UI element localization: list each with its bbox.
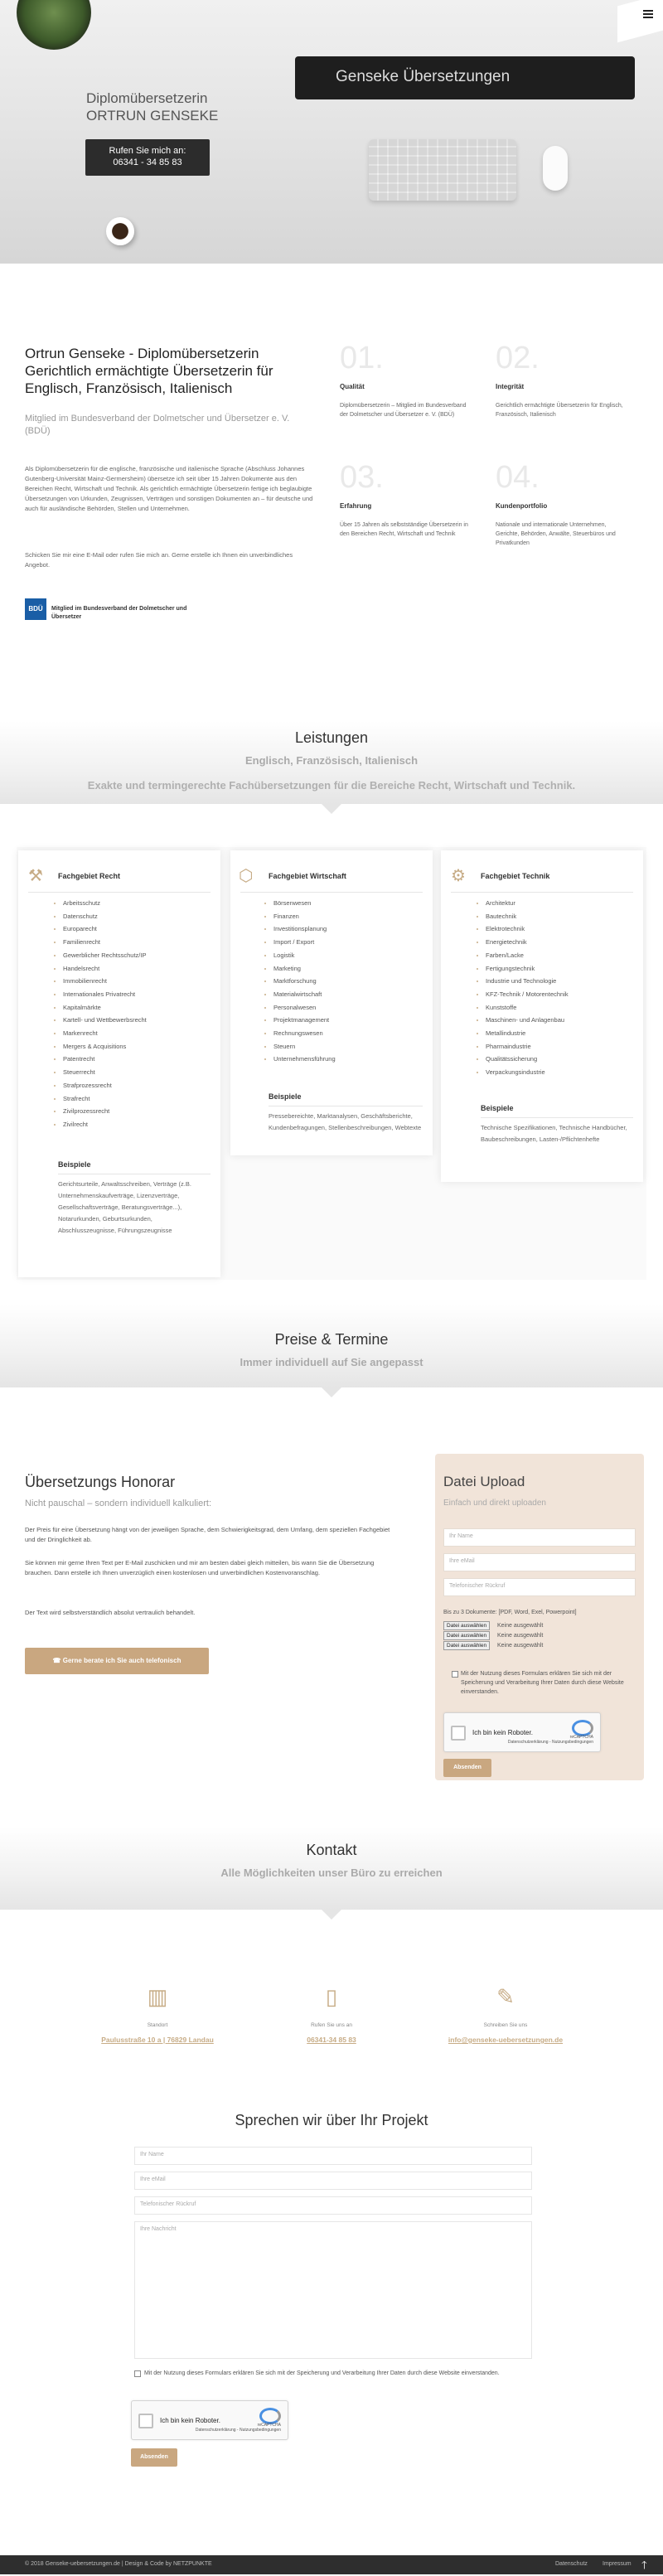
examples-text: Technische Spezifikationen, Technische Handbücher, Baubeschreibungen, Lasten-/Pflichtenhefte <box>481 1124 627 1143</box>
list-item: • Maschinen- und Anlagenbau <box>486 1014 569 1027</box>
honorar-subtitle: Nicht pauschal – sondern individuell kalkuliert: <box>25 1499 212 1508</box>
contact-label: Schreiben Sie uns <box>483 2022 528 2028</box>
intro-title: Ortrun Genseke - Diplomübersetzerin Gerichtlich ermächtigte Übersetzerin für Englisch, Französisch, Italienisch <box>25 346 273 396</box>
feature-number: 04. <box>496 460 540 495</box>
bdu-logo: BDÜ <box>25 598 46 620</box>
card-technik <box>441 850 643 1182</box>
list-item: • KFZ-Technik / Motorentechnik <box>486 988 569 1001</box>
preise-title: Preise & Termine <box>274 1331 389 1348</box>
list-item: • Börsenwesen <box>273 897 336 910</box>
projekt-email-input[interactable]: Ihre eMail <box>134 2172 532 2190</box>
section-arrow <box>322 1910 341 1920</box>
bdu-text: Mitglied im Bundesverband der Dolmetscher und Übersetzer <box>51 606 187 620</box>
list-item: • Handelsrecht <box>63 962 147 976</box>
list-item: • Projektmanagement <box>273 1014 336 1027</box>
feature-number: 03. <box>340 460 384 495</box>
contact-label: Rufen Sie uns an <box>311 2022 352 2028</box>
hero-name <box>86 90 218 124</box>
feature-text: Diplomübersetzerin – Mitglied im Bundesverband der Dolmetscher und Übersetzer e. V. (BDÜ) <box>340 403 467 418</box>
cube-icon: ⬡ <box>239 867 254 885</box>
upload-submit-button[interactable]: Absenden <box>443 1759 491 1777</box>
list-item: • Marketing <box>273 962 336 976</box>
contact-email-link[interactable]: info@genseke-uebersetzungen.de <box>448 2036 564 2044</box>
list-item: • Rechnungswesen <box>273 1027 336 1040</box>
hero-name-line1: Diplomübersetzerin <box>86 90 208 106</box>
projekt-consent-checkbox[interactable] <box>134 2370 141 2377</box>
list-item: • Familienrecht <box>63 936 147 949</box>
list-item: • Unternehmensführung <box>273 1053 336 1066</box>
list-item: • Energietechnik <box>486 936 569 949</box>
recaptcha-icon <box>259 2408 281 2424</box>
file-status: Keine ausgewählt <box>497 1623 544 1629</box>
card-wirtschaft <box>230 850 433 1155</box>
card-recht <box>18 850 220 1277</box>
call-button-label: Rufen Sie mich an: <box>109 146 186 156</box>
examples-title: Beispiele <box>58 1160 91 1169</box>
card-title: Fachgebiet Recht <box>58 872 121 880</box>
intro-subtitle: Mitglied im Bundesverband der Dolmetscher und Übersetzer e. V. (BDÜ) <box>25 414 290 436</box>
list-item: • Fertigungstechnik <box>486 962 569 976</box>
feature-number: 01. <box>340 341 384 375</box>
list-item: • Logistik <box>273 949 336 962</box>
feature-title: Integrität <box>496 383 525 390</box>
file-status: Keine ausgewählt <box>497 1643 544 1649</box>
recaptcha-checkbox[interactable] <box>138 2414 153 2428</box>
hero-name-line2: ORTRUN GENSEKE <box>86 108 219 123</box>
list-item: • Zivilprozessrecht <box>63 1105 147 1118</box>
upload-consent-checkbox[interactable] <box>452 1671 458 1678</box>
upload-phone-input[interactable]: Telefonischer Rückruf <box>443 1578 636 1596</box>
phone-consult-label: Gerne berate ich Sie auch telefonisch <box>62 1657 181 1664</box>
file-select-button[interactable]: Datei auswählen <box>443 1631 490 1640</box>
list-item: • Qualitätssicherung <box>486 1053 569 1066</box>
intro-paragraph-2: Schicken Sie mir eine E-Mail oder rufen Sie mich an. Gerne erstelle ich Ihnen ein unverbindliches Angebot. <box>25 551 293 569</box>
feature-title: Erfahrung <box>340 502 372 510</box>
card-list <box>474 897 569 1079</box>
footer-impressum-link[interactable]: Impressum <box>603 2561 632 2567</box>
monitor-logo-text: Genseke Übersetzungen <box>336 68 511 85</box>
recaptcha-icon <box>572 1720 593 1736</box>
honorar-paragraph-2: Sie können mir gerne Ihren Text per E-Mail zuschicken und mir am besten dabei gleich mitteilen, bis wann Sie die Übersetzung brauchen. Dann erstelle ich Ihnen unverzüglich einen kostenlosen und unverbindlichen Kostenvoranschlag. <box>25 1559 375 1576</box>
card-list <box>262 897 336 1066</box>
file-select-button[interactable]: Datei auswählen <box>443 1621 490 1630</box>
footer-datenschutz-link[interactable]: Datenschutz <box>555 2561 588 2567</box>
projekt-submit-button[interactable]: Absenden <box>131 2448 177 2467</box>
footer-copyright: © 2018 Genseke-uebersetzungen.de | Design & Code by NETZPUNKTE <box>25 2561 212 2567</box>
intro-paragraph-1: Als Diplomübersetzerin für die englische, französische und italienische Sprache (Abschluss Johannes Gutenberg-Universität Mainz-Germersheim) übersetze ich seit über 15 Jahren Dokumente aus den Bereichen Recht, Wirtschaft und Technik. Als gerichtlich ermächtigte Übersetzerin fertige ich beglaubigte Übersetzungen von Urkunden, Zeugnissen, Verträgen und sonstigen Dokumenten an – für deutsche und auch für ausländische Behörden, Stellen und Unternehmen. <box>25 465 313 512</box>
recaptcha-brand-name: reCAPTCHA <box>257 2423 281 2428</box>
list-item: • Bautechnik <box>486 910 569 923</box>
list-item: • Farben/Lacke <box>486 949 569 962</box>
recaptcha-links[interactable]: Datenschutzerklärung - Nutzungsbedingungen <box>507 1740 593 1745</box>
contact-label: Standort <box>147 2022 168 2028</box>
gear-icon: ⚙ <box>451 867 466 885</box>
projekt-phone-input[interactable]: Telefonischer Rückruf <box>134 2196 532 2215</box>
phone-consult-button[interactable] <box>25 1648 209 1674</box>
kontakt-subtitle: Alle Möglichkeiten unser Büro zu erreichen <box>220 1867 443 1879</box>
examples-title: Beispiele <box>481 1104 514 1112</box>
upload-title: Datei Upload <box>443 1474 525 1489</box>
list-item: • Europarecht <box>63 922 147 936</box>
list-item: • Mergers & Acquisitions <box>63 1040 147 1053</box>
list-item: • Kartell- und Wettbewerbsrecht <box>63 1014 147 1027</box>
list-item: • Strafrecht <box>63 1092 147 1106</box>
paper-image <box>617 0 663 42</box>
list-item: • Kunststoffe <box>486 1001 569 1014</box>
list-item: • Internationales Privatrecht <box>63 988 147 1001</box>
card-title: Fachgebiet Technik <box>481 872 550 880</box>
pencil-icon: ✎ <box>496 1984 515 2009</box>
contact-address-link[interactable]: Paulusstraße 10 a | 76829 Landau <box>101 2036 214 2044</box>
map-icon: ▥ <box>147 1984 168 2009</box>
phone-icon: ☎ <box>52 1657 63 1664</box>
examples-title: Beispiele <box>269 1092 302 1101</box>
list-item: • Marktforschung <box>273 975 336 988</box>
list-item: • Materialwirtschaft <box>273 988 336 1001</box>
divider <box>481 1117 633 1118</box>
projekt-consent-text: Mit der Nutzung dieses Formulars erklären Sie sich mit der Speicherung und Verarbeitung Ihrer Daten durch diese Website einverstanden. <box>144 2370 500 2376</box>
list-item: • Strafprozessrecht <box>63 1079 147 1092</box>
feature-number: 02. <box>496 341 540 375</box>
upload-subtitle: Einfach und direkt uploaden <box>443 1499 546 1508</box>
honorar-paragraph-1: Der Preis für eine Übersetzung hängt von der jeweiligen Sprache, dem Schwierigkeitsgrad, dem Umfang, dem speziellen Fachgebiet und der Dringlichkeit ab. <box>25 1526 390 1543</box>
list-item: • Steuern <box>273 1040 336 1053</box>
recaptcha-links[interactable]: Datenschutzerklärung - Nutzungsbedingungen <box>195 2428 281 2433</box>
list-item: • Industrie und Technologie <box>486 975 569 988</box>
list-item: • Markenrecht <box>63 1027 147 1040</box>
footer <box>0 2555 663 2574</box>
leistungen-subtitle-2: Exakte und termingerechte Fachübersetzungen für die Bereiche Recht, Wirtschaft und Technik. <box>87 779 576 792</box>
divider <box>451 892 633 893</box>
gavel-icon: ⚒ <box>28 867 43 885</box>
recaptcha-checkbox[interactable] <box>451 1726 466 1741</box>
feature-title: Qualität <box>340 383 365 390</box>
hero-banner <box>0 0 663 264</box>
feature-title: Kundenportfolio <box>496 502 548 510</box>
list-item: • Finanzen <box>273 910 336 923</box>
projekt-title: Sprechen wir über Ihr Projekt <box>235 2112 428 2128</box>
list-item: • Metallindustrie <box>486 1027 569 1040</box>
list-item: • Patentrecht <box>63 1053 147 1066</box>
projekt-recaptcha <box>131 2400 288 2440</box>
recaptcha-brand-name: reCAPTCHA <box>569 1735 593 1740</box>
keyboard-image <box>369 139 516 201</box>
kontakt-title: Kontakt <box>306 1842 357 1858</box>
upload-name-input[interactable]: Ihr Name <box>443 1528 636 1547</box>
recaptcha-brand <box>508 1735 593 1745</box>
section-arrow <box>322 1387 341 1397</box>
upload-files-label: Bis zu 3 Dokumente: [PDF, Word, Exel, Powerpoint] <box>443 1610 577 1615</box>
recaptcha-label: Ich bin kein Roboter. <box>160 2417 220 2424</box>
list-item: • Arbeitsschutz <box>63 897 147 910</box>
feature-text: Nationale und internationale Unternehmen, Gerichte, Behörden, Anwälte, Steuerbüros und Privatkunden <box>496 522 616 546</box>
leistungen-title: Leistungen <box>294 729 369 746</box>
list-item: • Pharmaindustrie <box>486 1040 569 1053</box>
call-button-number: 06341 - 34 85 83 <box>113 157 182 167</box>
coffee-cup-image <box>106 217 134 245</box>
upload-consent-text: Mit der Nutzung dieses Formulars erklären Sie sich mit der Speicherung und Verarbeitung Ihrer Daten durch diese Website einverstanden. <box>461 1671 624 1695</box>
file-select-button[interactable]: Datei auswählen <box>443 1641 490 1650</box>
list-item: • Elektrotechnik <box>486 922 569 936</box>
list-item: • Kapitalmärkte <box>63 1001 147 1014</box>
list-item: • Architektur <box>486 897 569 910</box>
list-item: • Gewerblicher Rechtsschutz/IP <box>63 949 147 962</box>
plant-image <box>17 0 91 50</box>
list-item: • Investitionsplanung <box>273 922 336 936</box>
feature-text: Über 15 Jahren als selbstständige Übersetzerin in den Bereichen Recht, Wirtschaft und Technik <box>340 522 468 537</box>
leistungen-subtitle: Englisch, Französisch, Italienisch <box>244 754 419 767</box>
hamburger-menu-icon[interactable] <box>643 10 653 18</box>
call-button[interactable] <box>85 139 210 176</box>
feature-text: Gerichtlich ermächtigte Übersetzerin für Englisch, Französisch, Italienisch <box>496 403 623 418</box>
list-item: • Verpackungsindustrie <box>486 1066 569 1079</box>
examples-text: Pressebereichte, Marktanalysen, Geschäftsberichte, Kundenbefragungen, Stellenbeschreibungen, Webtexte <box>269 1112 422 1131</box>
phone-icon: ▯ <box>325 1984 338 2009</box>
projekt-message-textarea[interactable]: Ihre Nachricht <box>134 2221 532 2359</box>
list-item: • Personalwesen <box>273 1001 336 1014</box>
arrow-up-icon[interactable]: 🡑 <box>641 2559 647 2571</box>
recaptcha-brand <box>196 2423 281 2433</box>
card-title: Fachgebiet Wirtschaft <box>269 872 346 880</box>
examples-text: Gerichtsurteile, Anwaltsschreiben, Verträge (z.B. Unternehmenskaufverträge, Lizenzverträge, Gesellschaftsverträge, Beratungsverträge...), Notarurkunden, Geburtsurkunden, Abschlusszeugnisse, Führungszeugnisse <box>58 1180 191 1234</box>
divider <box>240 892 423 893</box>
list-item: • Datenschutz <box>63 910 147 923</box>
list-item: • Immobilienrecht <box>63 975 147 988</box>
contact-phone-link[interactable]: 06341-34 85 83 <box>307 2036 356 2044</box>
projekt-name-input[interactable]: Ihr Name <box>134 2147 532 2165</box>
list-item: • Steuerrecht <box>63 1066 147 1079</box>
preise-subtitle: Immer individuell auf Sie angepasst <box>240 1356 423 1368</box>
upload-email-input[interactable]: Ihre eMail <box>443 1553 636 1571</box>
list-item: • Zivilrecht <box>63 1118 147 1131</box>
upload-recaptcha <box>443 1712 601 1752</box>
honorar-paragraph-3: Der Text wird selbstverständlich absolut vertraulich behandelt. <box>25 1609 196 1616</box>
card-list <box>51 897 147 1131</box>
recaptcha-label: Ich bin kein Roboter. <box>472 1729 533 1736</box>
mouse-image <box>543 146 568 191</box>
list-item: • Import / Export <box>273 936 336 949</box>
honorar-title: Übersetzungs Honorar <box>25 1474 176 1490</box>
divider <box>28 892 211 893</box>
section-arrow <box>322 804 341 814</box>
file-status: Keine ausgewählt <box>497 1633 544 1639</box>
